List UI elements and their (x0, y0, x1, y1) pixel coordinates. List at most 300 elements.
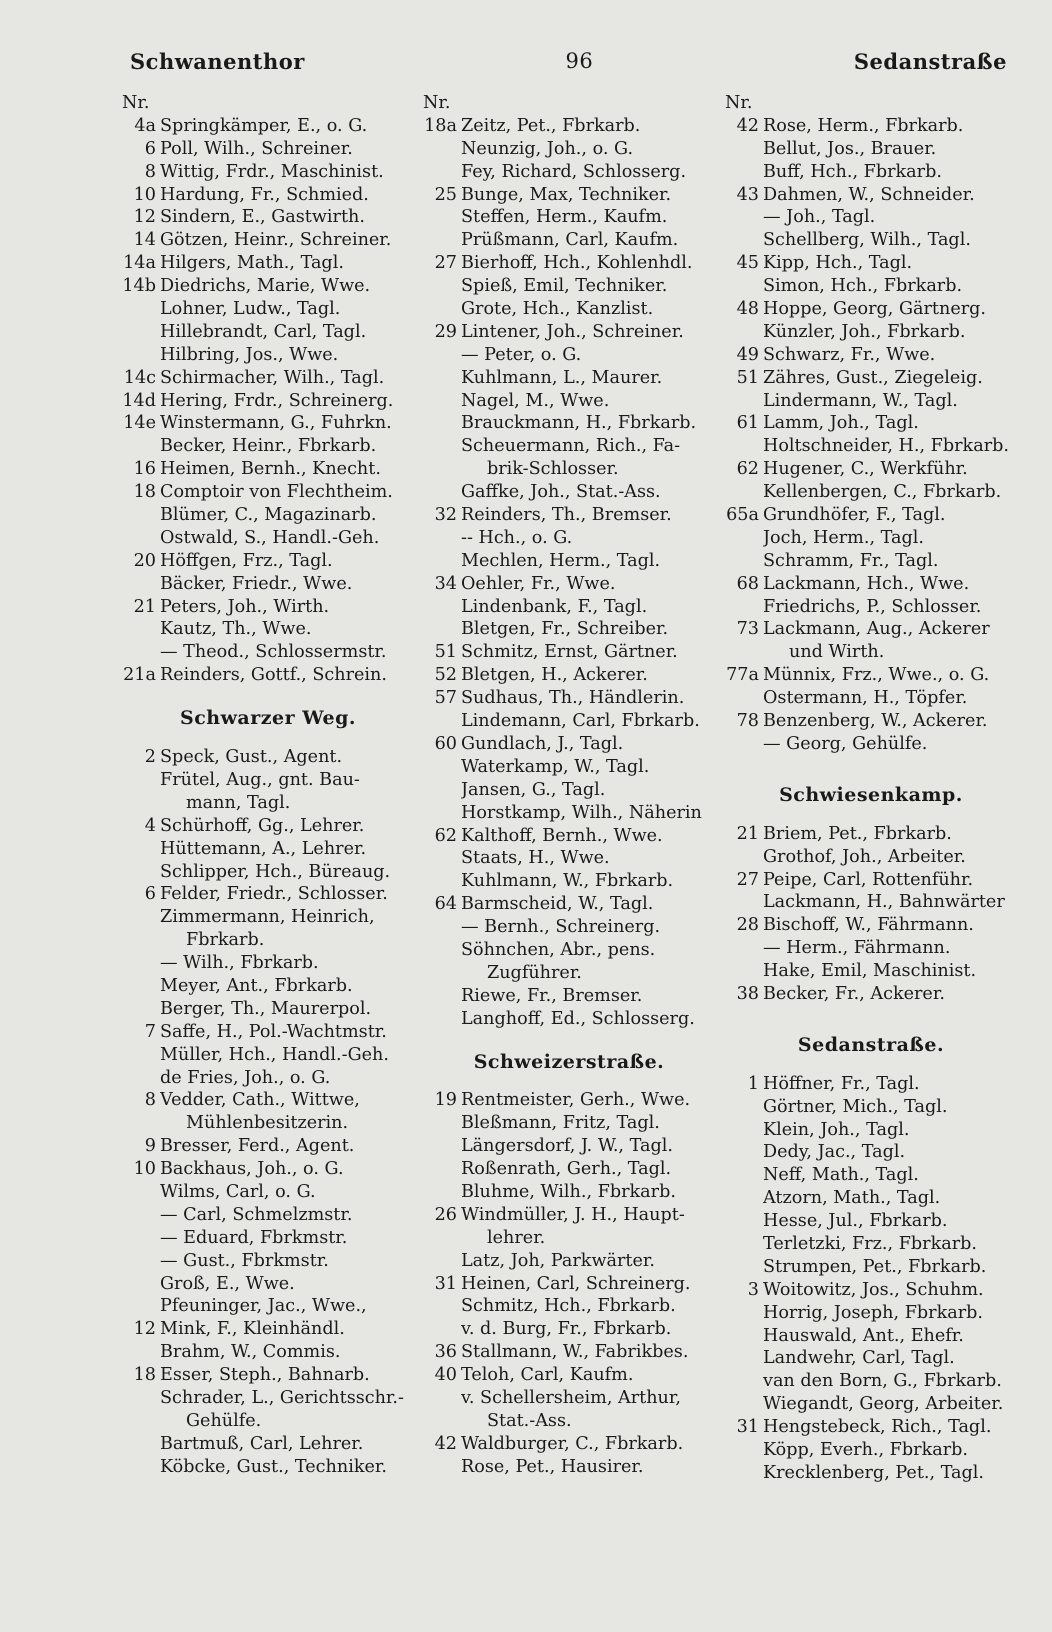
resident-entry: Dahmen, W., Schneider. (763, 184, 975, 205)
directory-entry (725, 733, 1017, 756)
house-number (122, 1044, 160, 1067)
directory-entry (725, 687, 1017, 710)
house-number (725, 1233, 763, 1256)
resident-entry: lehrer. (487, 1227, 546, 1248)
resident-entry: Hüttemann, A., Lehrer. (160, 838, 367, 859)
house-number: 16 (133, 459, 156, 480)
resident-entry: Schmitz, Ernst, Gärtner. (461, 642, 678, 663)
house-number (122, 952, 160, 975)
resident-entry: Windmüller, J. H., Haupt- (461, 1204, 685, 1225)
directory-entry (122, 481, 414, 504)
resident-entry: Mühlenbesitzerin. (186, 1113, 349, 1134)
house-number (423, 870, 461, 893)
directory-entry (122, 527, 414, 550)
resident-entry: Neunzig, Joh., o. G. (461, 138, 634, 159)
resident-entry: Kuhlmann, L., Maurer. (461, 367, 663, 388)
house-number (122, 344, 160, 367)
house-number: 8 (144, 1090, 156, 1111)
directory-entry (122, 1181, 414, 1204)
entry-continuation (122, 1112, 414, 1135)
resident-entry: Mink, F., Kleinhändl. (160, 1319, 345, 1340)
house-number: 14e (123, 413, 156, 434)
resident-entry: Oehler, Fr., Wwe. (461, 573, 616, 594)
directory-entry (423, 1089, 715, 1112)
directory-entry (122, 573, 414, 596)
resident-entry: Lamm, Joh., Tagl. (763, 413, 919, 434)
house-number (725, 1096, 763, 1119)
directory-entry (423, 573, 715, 596)
directory-entry (122, 550, 414, 573)
house-number (423, 962, 461, 985)
house-number (423, 1456, 461, 1479)
resident-entry: Wiegandt, Georg, Arbeiter. (763, 1394, 1004, 1415)
resident-entry: Holtschneider, H., Fbrkarb. (763, 436, 1009, 457)
resident-entry: Rose, Pet., Hausirer. (461, 1456, 644, 1477)
resident-entry: Springkämper, E., o. G. (160, 115, 368, 136)
resident-entry: Stat.-Ass. (487, 1410, 572, 1431)
resident-entry: Bletgen, H., Ackerer. (461, 665, 648, 686)
house-number: 14b (122, 276, 156, 297)
page-number: 96 (565, 49, 594, 73)
house-number (725, 1119, 763, 1142)
house-number (725, 1256, 763, 1279)
resident-entry: — Peter, o. G. (461, 344, 582, 365)
house-number (423, 367, 461, 390)
resident-entry: Bresser, Ferd., Agent. (160, 1136, 355, 1157)
directory-entry (423, 641, 715, 664)
resident-entry: Winstermann, G., Fuhrkn. (160, 413, 392, 434)
house-number (122, 861, 160, 884)
house-number (725, 937, 763, 960)
directory-entry (423, 390, 715, 413)
resident-entry: Heinen, Carl, Schreinerg. (461, 1273, 691, 1294)
directory-entry (122, 1227, 414, 1250)
directory-entry (122, 664, 414, 687)
resident-entry: Reinders, Gottf., Schrein. (160, 665, 387, 686)
directory-entry (122, 115, 414, 138)
directory-entry (122, 435, 414, 458)
directory-entry (725, 1462, 1017, 1485)
resident-entry: Scheuermann, Rich., Fa- (461, 436, 681, 457)
resident-entry: Hugener, C., Werkführ. (763, 459, 968, 480)
resident-entry: Latz, Joh, Parkwärter. (461, 1250, 655, 1271)
resident-entry: Poll, Wilh., Schreiner. (160, 138, 353, 159)
directory-entry (423, 550, 715, 573)
directory-entry (423, 412, 715, 435)
resident-entry: Grundhöfer, F., Tagl. (763, 505, 946, 526)
house-number (725, 960, 763, 983)
resident-entry: Lindemann, Carl, Fbrkarb. (461, 711, 700, 732)
house-number: 10 (133, 1159, 156, 1180)
resident-entry: Künzler, Joh., Fbrkarb. (763, 321, 966, 342)
house-number (423, 1295, 461, 1318)
house-number (423, 847, 461, 870)
house-number (423, 939, 461, 962)
directory-entry (122, 998, 414, 1021)
house-number (725, 1393, 763, 1416)
house-number (725, 550, 763, 573)
house-number: 32 (434, 505, 457, 526)
house-number (122, 1227, 160, 1250)
house-number: 21 (736, 823, 759, 844)
house-number (423, 710, 461, 733)
house-number (423, 1008, 461, 1031)
house-number (122, 1295, 160, 1318)
house-number (725, 1370, 763, 1393)
house-number: 18a (424, 115, 457, 136)
directory-entry (423, 184, 715, 207)
resident-entry: mann, Tagl. (186, 792, 291, 813)
house-number (423, 229, 461, 252)
house-number: 14a (123, 253, 156, 274)
directory-entry (122, 458, 414, 481)
directory-entry (423, 1135, 715, 1158)
house-number (423, 802, 461, 825)
resident-entry: Grothof, Joh., Arbeiter. (763, 846, 966, 867)
resident-entry: Riewe, Fr., Bremser. (461, 985, 643, 1006)
street-heading: Schwiesenkamp. (779, 783, 963, 806)
resident-entry: Höffner, Fr., Tagl. (763, 1073, 920, 1094)
resident-entry: Schmitz, Hch., Fbrkarb. (461, 1296, 676, 1317)
resident-entry: Längersdorf, J. W., Tagl. (461, 1136, 673, 1157)
street-heading: Sedanstraße. (797, 1033, 945, 1056)
house-number: 2 (144, 747, 156, 768)
directory-entry (725, 823, 1017, 846)
house-number (122, 769, 160, 792)
house-number (423, 344, 461, 367)
house-number (725, 1347, 763, 1370)
house-number: 57 (434, 688, 457, 709)
house-number: 6 (144, 138, 156, 159)
resident-entry: Görtner, Mich., Tagl. (763, 1096, 948, 1117)
house-number: 12 (133, 1319, 156, 1340)
house-number: 6 (144, 884, 156, 905)
house-number (423, 550, 461, 573)
directory-entry (122, 883, 414, 906)
resident-entry: Köpp, Everh., Fbrkarb. (763, 1439, 968, 1460)
resident-entry: Wittig, Frdr., Maschinist. (160, 161, 384, 182)
house-number: 40 (434, 1365, 457, 1386)
house-number (122, 504, 160, 527)
directory-entry (725, 1279, 1017, 1302)
directory-entry (725, 1141, 1017, 1164)
directory-entry (725, 1416, 1017, 1439)
resident-entry: Bierhoff, Hch., Kohlenhdl. (461, 253, 693, 274)
house-number (423, 1250, 461, 1273)
house-number: 3 (747, 1279, 759, 1300)
house-number: 20 (133, 550, 156, 571)
directory-entry (423, 733, 715, 756)
entry-continuation (423, 1410, 715, 1433)
directory-entry (725, 1325, 1017, 1348)
house-number (122, 1250, 160, 1273)
resident-entry: Simon, Hch., Fbrkarb. (763, 276, 963, 297)
house-number (423, 1387, 461, 1410)
entry-continuation (423, 1227, 715, 1250)
house-number: 43 (736, 184, 759, 205)
directory-entry (122, 1318, 414, 1341)
directory-entry (122, 1067, 414, 1090)
house-number: 48 (736, 299, 759, 320)
resident-entry: Blümer, C., Magazinarb. (160, 505, 377, 526)
house-number: 38 (736, 983, 759, 1004)
resident-entry: Schwarz, Fr., Wwe. (763, 344, 936, 365)
resident-entry: — Carl, Schmelzmstr. (160, 1204, 353, 1225)
directory-entry (725, 1096, 1017, 1119)
directory-entry (725, 481, 1017, 504)
resident-entry: Gundlach, J., Tagl. (461, 733, 624, 754)
directory-entry (423, 115, 715, 138)
house-number: 4 (144, 815, 156, 836)
column-2 (423, 92, 715, 1479)
house-number (725, 435, 763, 458)
directory-entry (725, 1119, 1017, 1142)
resident-entry: Strumpen, Pet., Fbrkarb. (763, 1256, 987, 1277)
resident-entry: Meyer, Ant., Fbrkarb. (160, 975, 353, 996)
directory-entry (725, 596, 1017, 619)
house-number (122, 998, 160, 1021)
column-nr-label: Nr. (725, 93, 753, 113)
house-number (725, 321, 763, 344)
resident-entry: Pfeuninger, Jac., Wwe., (160, 1296, 367, 1317)
house-number: 10 (133, 184, 156, 205)
resident-entry: Steffen, Herm., Kaufm. (461, 207, 668, 228)
house-number (423, 756, 461, 779)
resident-entry: Saffe, H., Pol.-Wachtmstr. (160, 1021, 387, 1042)
house-number (423, 275, 461, 298)
house-number: 73 (736, 619, 759, 640)
resident-entry: Höffgen, Frz., Tagl. (160, 550, 333, 571)
directory-entry (122, 1204, 414, 1227)
house-number: 42 (434, 1433, 457, 1454)
resident-entry: brik-Schlosser. (487, 459, 619, 480)
directory-entry (122, 1273, 414, 1296)
resident-entry: Landwehr, Carl, Tagl. (763, 1348, 955, 1369)
directory-entry (725, 550, 1017, 573)
house-number (423, 1158, 461, 1181)
resident-entry: Münnix, Frz., Wwe., o. G. (763, 665, 990, 686)
house-number: 45 (736, 253, 759, 274)
directory-entry (423, 367, 715, 390)
house-number (725, 527, 763, 550)
directory-entry (423, 1158, 715, 1181)
house-number (725, 275, 763, 298)
directory-entry (423, 1250, 715, 1273)
house-number (122, 1067, 160, 1090)
directory-entry (725, 573, 1017, 596)
resident-entry: Diedrichs, Marie, Wwe. (160, 276, 371, 297)
directory-entry (122, 1250, 414, 1273)
directory-entry (423, 756, 715, 779)
house-number (122, 1204, 160, 1227)
directory-entry (423, 1387, 715, 1410)
house-number (423, 596, 461, 619)
directory-entry (122, 161, 414, 184)
house-number (725, 1187, 763, 1210)
resident-entry: Sudhaus, Th., Händlerin. (461, 688, 685, 709)
resident-entry: Teloh, Carl, Kaufm. (461, 1365, 634, 1386)
directory-entry (122, 746, 414, 769)
directory-entry (423, 138, 715, 161)
directory-entry (122, 641, 414, 664)
directory-entry (725, 367, 1017, 390)
resident-entry: Kautz, Th., Wwe. (160, 619, 312, 640)
house-number (423, 206, 461, 229)
house-number (423, 985, 461, 1008)
directory-entry (122, 596, 414, 619)
house-number (122, 906, 160, 929)
resident-entry: Becker, Heinr., Fbrkarb. (160, 436, 377, 457)
house-number (725, 1164, 763, 1187)
resident-entry: Bletgen, Fr., Schreiber. (461, 619, 669, 640)
directory-entry (122, 390, 414, 413)
resident-entry: Briem, Pet., Fbrkarb. (763, 823, 952, 844)
house-number (725, 481, 763, 504)
directory-entry (423, 481, 715, 504)
directory-entry (122, 1295, 414, 1318)
resident-entry: Schellberg, Wilh., Tagl. (763, 230, 971, 251)
resident-entry: Hering, Frdr., Schreinerg. (160, 390, 394, 411)
directory-entry (423, 206, 715, 229)
directory-entry (423, 779, 715, 802)
directory-entry (725, 1439, 1017, 1462)
header-left-street: Schwanenthor (130, 48, 305, 74)
resident-entry: Söhnchen, Abr., pens. (461, 939, 656, 960)
directory-entry (122, 1341, 414, 1364)
directory-entry (725, 960, 1017, 983)
house-number: 28 (736, 915, 759, 936)
resident-entry: Lindenbank, F., Tagl. (461, 596, 648, 617)
resident-entry: Hilgers, Math., Tagl. (160, 253, 344, 274)
house-number (725, 1325, 763, 1348)
house-number (122, 975, 160, 998)
resident-entry: Lackmann, H., Bahnwärter (763, 892, 1005, 913)
house-number (122, 792, 160, 815)
directory-entry (122, 906, 414, 929)
house-number: 27 (736, 869, 759, 890)
resident-entry: Krecklenberg, Pet., Tagl. (763, 1462, 985, 1483)
resident-entry: Bellut, Jos., Brauer. (763, 138, 937, 159)
resident-entry: Zimmermann, Heinrich, (160, 907, 375, 928)
resident-entry: Terletzki, Frz., Fbrkarb. (763, 1233, 978, 1254)
resident-entry: Hesse, Jul., Fbrkarb. (763, 1211, 948, 1232)
resident-entry: Schirmacher, Wilh., Tagl. (160, 367, 385, 388)
resident-entry: Nagel, M., Wwe. (461, 390, 610, 411)
resident-entry: Schlipper, Hch., Büreaug. (160, 861, 391, 882)
house-number (122, 1433, 160, 1456)
resident-entry: Friedrichs, P., Schlosser. (763, 596, 982, 617)
resident-entry: v. Schellersheim, Arthur, (461, 1387, 681, 1408)
house-number (423, 779, 461, 802)
resident-entry: Fbrkarb. (186, 930, 265, 951)
resident-entry: Köbcke, Gust., Techniker. (160, 1456, 387, 1477)
entry-continuation (725, 641, 1017, 664)
directory-entry (725, 1256, 1017, 1279)
house-number: 77a (726, 665, 759, 686)
directory-entry (725, 115, 1017, 138)
directory-entry (423, 1204, 715, 1227)
directory-entry (423, 916, 715, 939)
directory-entry (725, 161, 1017, 184)
directory-entry (423, 252, 715, 275)
house-number (423, 412, 461, 435)
house-number: 62 (736, 459, 759, 480)
house-number (423, 481, 461, 504)
resident-entry: — Eduard, Fbrkmstr. (160, 1227, 348, 1248)
resident-entry: Horstkamp, Wilh., Näherin (461, 802, 702, 823)
directory-entry (725, 527, 1017, 550)
directory-entry (423, 710, 715, 733)
directory-entry (122, 138, 414, 161)
resident-entry: Stallmann, W., Fabrikbes. (461, 1342, 689, 1363)
column-3 (725, 92, 1017, 1485)
house-number (122, 321, 160, 344)
directory-entry (423, 344, 715, 367)
directory-entry (122, 206, 414, 229)
house-number (122, 641, 160, 664)
resident-entry: Neff, Math., Tagl. (763, 1165, 919, 1186)
resident-entry: Groß, E., Wwe. (160, 1273, 295, 1294)
directory-entry (122, 504, 414, 527)
directory-entry (423, 321, 715, 344)
resident-entry: Frütel, Aug., gnt. Bau- (160, 769, 360, 790)
house-number: 65a (726, 505, 759, 526)
resident-entry: Peters, Joh., Wirth. (160, 596, 330, 617)
house-number (122, 1341, 160, 1364)
directory-entry (423, 985, 715, 1008)
column-1 (122, 92, 414, 1479)
resident-entry: Comptoir von Flechtheim. (160, 482, 393, 503)
house-number (122, 1181, 160, 1204)
resident-entry: — Joh., Tagl. (763, 207, 876, 228)
house-number (122, 838, 160, 861)
resident-entry: Berger, Th., Maurerpol. (160, 998, 372, 1019)
street-heading: Schweizerstraße. (473, 1050, 665, 1073)
directory-entry (122, 1433, 414, 1456)
resident-entry: Zugführer. (487, 962, 582, 983)
resident-entry: Reinders, Th., Bremser. (461, 505, 672, 526)
resident-entry: Sindern, E., Gastwirth. (160, 207, 365, 228)
house-number: 25 (434, 184, 457, 205)
resident-entry: Fey, Richard, Schlosserg. (461, 161, 687, 182)
resident-entry: Bäcker, Friedr., Wwe. (160, 573, 353, 594)
directory-entry (423, 229, 715, 252)
resident-entry: Kuhlmann, W., Fbrkarb. (461, 871, 674, 892)
house-number (122, 435, 160, 458)
directory-entry (122, 815, 414, 838)
resident-entry: Schürhoff, Gg., Lehrer. (160, 815, 365, 836)
resident-entry: Lackmann, Aug., Ackerer (763, 619, 990, 640)
resident-entry: Becker, Fr., Ackerer. (763, 983, 945, 1004)
house-number (725, 1141, 763, 1164)
directory-entry (725, 252, 1017, 275)
house-number: 4a (134, 115, 156, 136)
directory-entry (122, 275, 414, 298)
running-header (130, 46, 1007, 76)
house-number: 61 (736, 413, 759, 434)
resident-entry: — Georg, Gehülfe. (763, 733, 928, 754)
house-number (423, 435, 461, 458)
house-number (725, 687, 763, 710)
directory-entry (423, 664, 715, 687)
house-number (423, 1112, 461, 1135)
directory-entry (423, 1433, 715, 1456)
resident-entry: Esser, Steph., Bahnarb. (160, 1365, 370, 1386)
resident-entry: Lintener, Joh., Schreiner. (461, 321, 684, 342)
directory-entry (423, 618, 715, 641)
house-number (725, 1302, 763, 1325)
directory-entry (725, 618, 1017, 641)
